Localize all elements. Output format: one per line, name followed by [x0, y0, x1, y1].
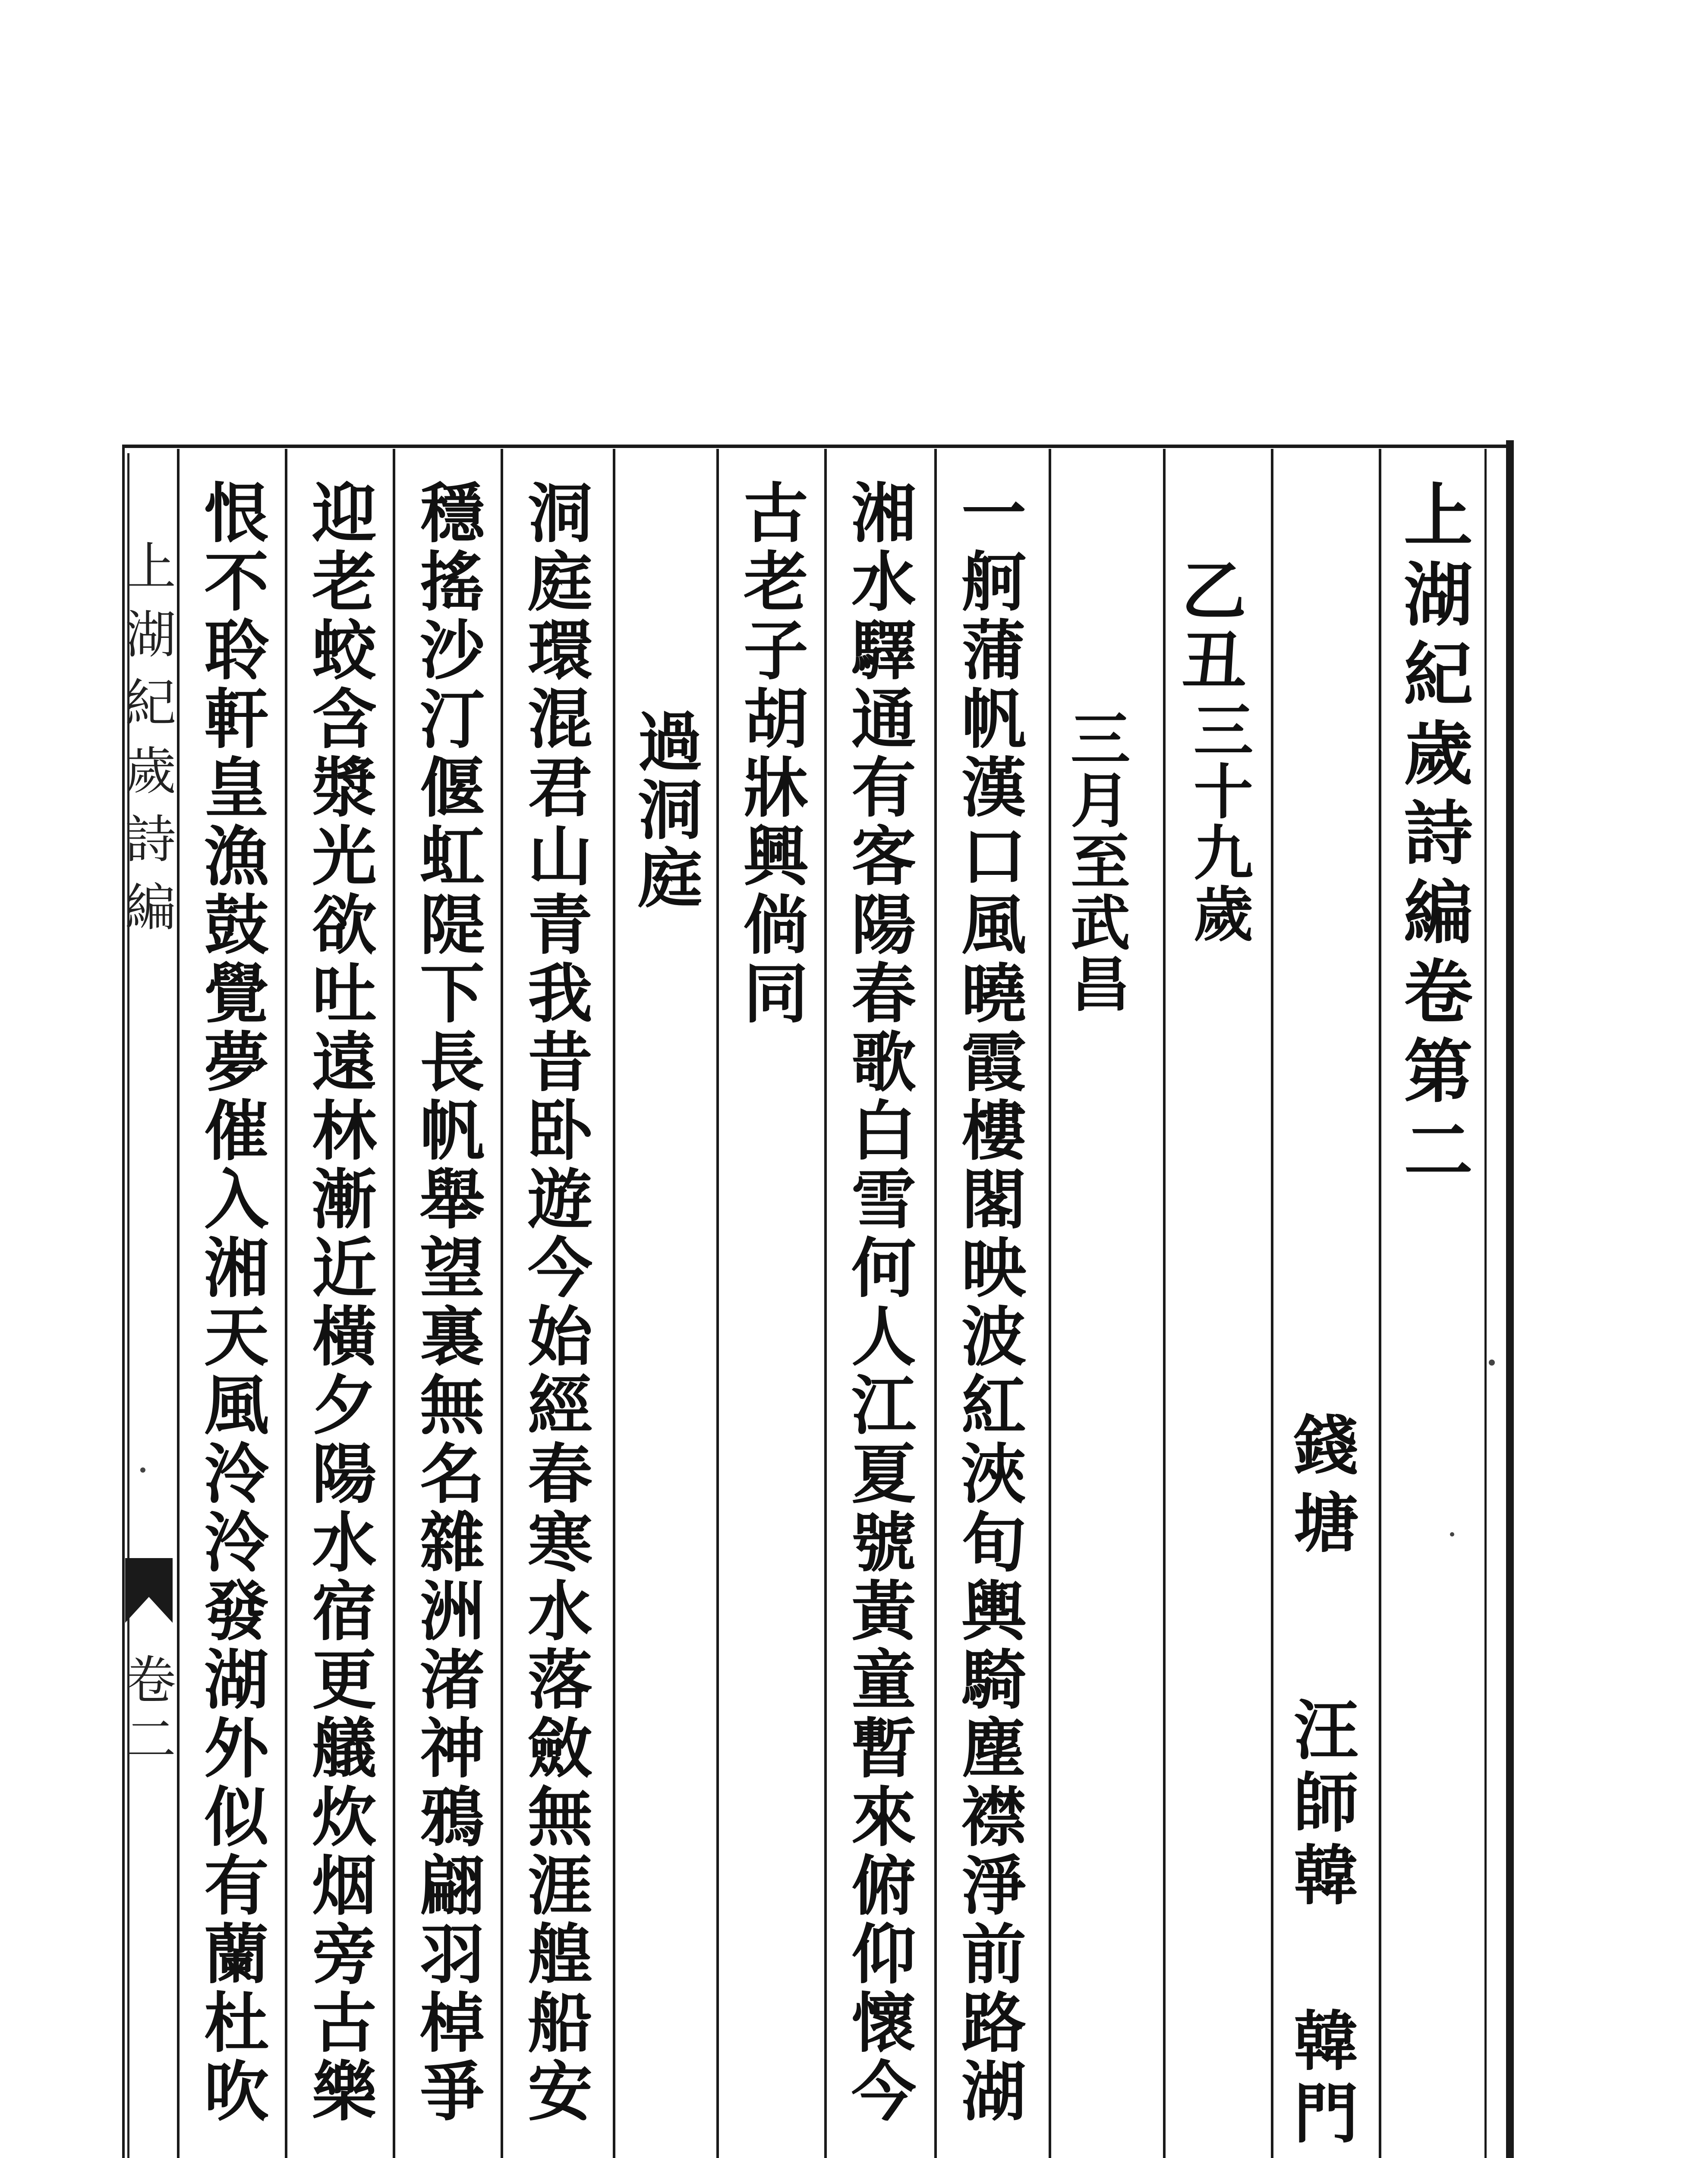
frame-right-rule: [1506, 440, 1514, 2158]
column-rule: [824, 449, 827, 2158]
travel-subheading: 三月至武昌: [1061, 708, 1131, 1014]
fish-tail-mark: [125, 1558, 173, 1623]
age-note: 三十九歲: [1184, 699, 1254, 944]
column-rule: [285, 449, 287, 2158]
column-rule: [1049, 449, 1051, 2158]
poem-line: 恨不聆軒皇漁鼓覺夢催入湘天風泠泠發湖外似有蘭杜吹: [193, 479, 269, 2126]
poem-title: 過洞庭: [627, 708, 703, 912]
column-rule: [1163, 449, 1166, 2158]
column-rule: [1379, 449, 1381, 2158]
poem-line: 穩搖沙汀偃虹隄下長帆舉望裏無名雜洲渚神鴉翩羽棹爭: [409, 479, 485, 2126]
poem-line: 古老子胡牀興倘同: [732, 479, 808, 1028]
column-rule: [177, 449, 180, 2158]
poem-line: 洞庭環混君山青我昔卧遊今始經春寒水落斂無涯艎船安: [517, 479, 592, 2126]
ink-speck: [140, 1467, 145, 1473]
column-rule: [1271, 449, 1273, 2158]
column-rule: [716, 449, 719, 2158]
author-name: 汪師韓: [1283, 1696, 1358, 1914]
column-rule: [393, 449, 395, 2158]
author-style-name: 韓門: [1283, 2007, 1358, 2152]
poem-line: 湘水驛通有客陽春歌白雪何人江夏號黃童暫來俯仰懷今: [840, 479, 916, 2126]
poem-line: 迎老蛟含漿光欲吐遠林漸近橫夕陽水宿更艤炊烟旁古樂: [301, 479, 377, 2126]
ink-speck: [1450, 1532, 1454, 1536]
cyclical-year: 乙丑: [1170, 557, 1246, 697]
column-rule: [934, 449, 937, 2158]
frame-top-rule: [123, 445, 1510, 448]
poem-line: 一舸蒲帆漢口風曉霞樓閣映波紅浹旬輿騎塵襟淨前路湖: [950, 479, 1026, 2126]
column-rule: [613, 449, 615, 2158]
book-title: 上湖紀歲詩編卷第二: [1392, 479, 1473, 1194]
column-rule: [501, 449, 503, 2158]
fore-edge-title: 上湖紀歲詩編: [117, 540, 176, 949]
ink-speck: [1489, 1360, 1495, 1366]
author-place: 錢塘: [1283, 1411, 1358, 1567]
fore-edge: [117, 453, 176, 2158]
frame-right-inner-rule: [1484, 449, 1487, 2158]
fore-edge-volume: 卷二: [117, 1653, 176, 1772]
